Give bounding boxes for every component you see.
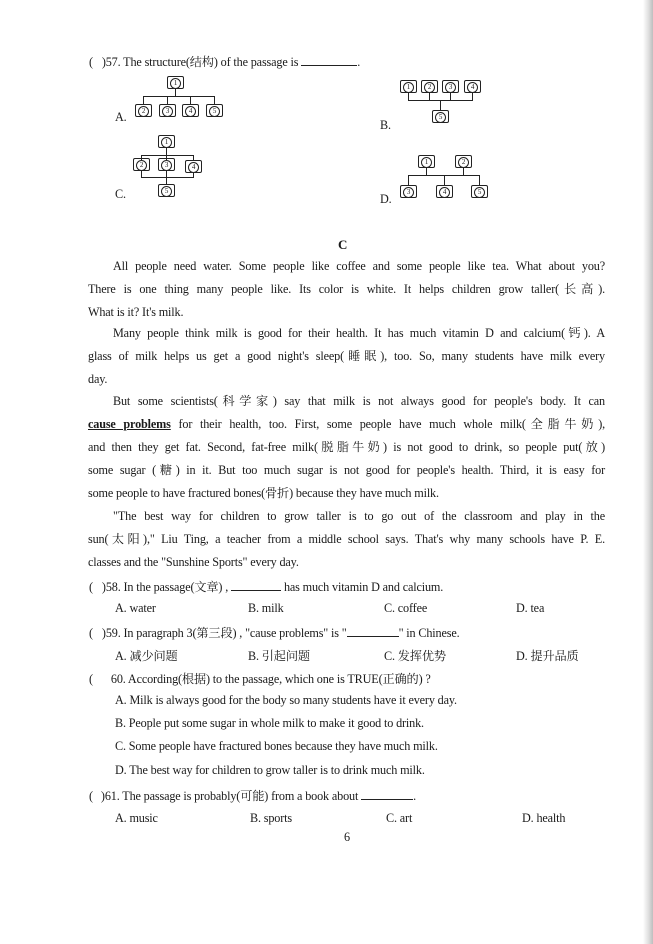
node-a-3: 3 [159, 104, 176, 117]
q59-blank[interactable] [347, 625, 399, 637]
node-a-5: 5 [206, 104, 223, 117]
q57-option-a-letter: A. [115, 110, 127, 124]
q60-stem: ( 60. According(根据) to the passage, which one is TRUE(正确的) ? [89, 672, 431, 686]
q59-stem: ( )59. In paragraph 3(第三段) , "cause problems" is " " in Chinese. [89, 626, 460, 640]
q61-option-a[interactable]: A. music [115, 811, 158, 825]
worksheet-page: ( )57. The structure(结构) of the passage is . A. 1 2 3 4 5 B. 1 2 3 4 5 C. 1 2 3 4 5 D. 1 2 3 4 5 C All people need water. Some people like coffee and some people like tea. What about you? There is one thing many people like. Its color is white. It helps children grow taller(长高). What is it? It's milk. Many people think milk is good for their health. It has much vitamin D and calcium(钙). A glass of milk helps us get a good night's sleep(睡眠), too. So, many students have milk every day. But some scientists(科学家) say that milk is not always good for people's body. It can cause problems for their health, too. First, some people have much whole milk(全脂牛奶), and then they get fat. Second, fat-free milk(脱脂牛奶) is not good to drink, so people put(放) some sugar (糖) in it. But too much sugar is not good for people's health. Third, it is easy for some people to have fractured bones(骨折) because they have much milk. "The best way for children to grow taller is to go out of the classroom and play in the sun(太阳)," Liu Ting, a teacher from a middle school says. That's why many schools have P. E. classes and the "Sunshine Sports" every day. ( )58. In the passage(文章) , has much vitamin D and calcium. A. water B. milk C. coffee D. tea ( )59. In paragraph 3(第三段) , "cause problems" is " " in Chinese. A. 减少问题 B. 引起问题 C. 发挥优势 D. 提升品质 ( 60. According(根据) to the passage, which one is TRUE(正确的) ? A. Milk is always good for the body so many students have it every day. B. People put some sugar in whole milk to make it good to drink. C. Some people have fractured bones because they have much milk. D. The best way for children to grow taller is to drink much milk. ( )61. The passage is probably(可能) from a book about . A. music B. sports C. art D. health 6 [0, 0, 653, 944]
q59-option-b[interactable]: B. 引起问题 [248, 649, 310, 663]
q57-text: )57. The structure(结构) of the passage is [101, 55, 299, 69]
passage-paragraph-1: All people need water. Some people like coffee and some people like tea. What about you? There is one thing many people like. Its color is white. It helps children grow taller(长高). What is it? It's milk. [88, 259, 605, 319]
node-a-top: 1 [167, 76, 184, 89]
q57-paren: ( [89, 55, 96, 69]
q59-option-c[interactable]: C. 发挥优势 [384, 649, 446, 663]
q61-option-c[interactable]: C. art [386, 811, 413, 825]
q60-option-d[interactable]: D. The best way for children to grow taller is to drink much milk. [115, 763, 425, 777]
q58-option-d[interactable]: D. tea [516, 601, 545, 615]
q57-blank[interactable] [301, 54, 357, 66]
passage-paragraph-3: But some scientists(科学家) say that milk is not always good for people's body. It can cause problems for their health, too. First, some people have much whole milk(全脂牛奶), and then they get fat. Second, fat-free milk(脱脂牛奶) is not good to drink, so people put(放) some sugar (糖) in it. But too much sugar is not good for people's health. Third, it is easy for some people to have fractured bones(骨折) because they have much milk. [88, 394, 605, 500]
q61-blank[interactable] [361, 788, 413, 800]
q58-blank[interactable] [231, 579, 281, 591]
q57-option-d-letter: D. [380, 192, 392, 206]
q61-option-d[interactable]: D. health [522, 811, 566, 825]
q58-option-a[interactable]: A. water [115, 601, 156, 615]
q60-option-a[interactable]: A. Milk is always good for the body so many students have it every day. [115, 693, 457, 707]
q58-stem: ( )58. In the passage(文章) , has much vitamin D and calcium. [89, 580, 444, 594]
q61-stem: ( )61. The passage is probably(可能) from a book about . [89, 789, 417, 803]
node-a-4: 4 [182, 104, 199, 117]
section-title: C [338, 237, 348, 252]
page-edge-shadow [643, 0, 653, 944]
q59-option-d[interactable]: D. 提升品质 [516, 649, 579, 663]
q57-option-c-letter: C. [115, 187, 126, 201]
q60-option-b[interactable]: B. People put some sugar in whole milk to make it good to drink. [115, 716, 424, 730]
q58-option-b[interactable]: B. milk [248, 601, 284, 615]
q58-option-c[interactable]: C. coffee [384, 601, 428, 615]
q57-option-b-letter: B. [380, 118, 391, 132]
underlined-phrase: cause problems [88, 417, 171, 431]
page-number: 6 [344, 830, 350, 844]
passage-paragraph-2: Many people think milk is good for their health. It has much vitamin D and calcium(钙). A glass of milk helps us get a good night's sleep(睡眠), too. So, many students have milk every day. [88, 326, 605, 386]
q59-option-a[interactable]: A. 减少问题 [115, 649, 178, 663]
q61-option-b[interactable]: B. sports [250, 811, 292, 825]
q57-stem: ( )57. The structure(结构) of the passage is . [89, 55, 361, 69]
passage-paragraph-4: "The best way for children to grow taller is to go out of the classroom and play in the sun(太阳)," Liu Ting, a teacher from a middle school says. That's why many schools have P. E. classes and the "Sunshine Sports" every day. [88, 509, 605, 569]
node-a-2: 2 [135, 104, 152, 117]
q60-option-c[interactable]: C. Some people have fractured bones because they have much milk. [115, 739, 438, 753]
